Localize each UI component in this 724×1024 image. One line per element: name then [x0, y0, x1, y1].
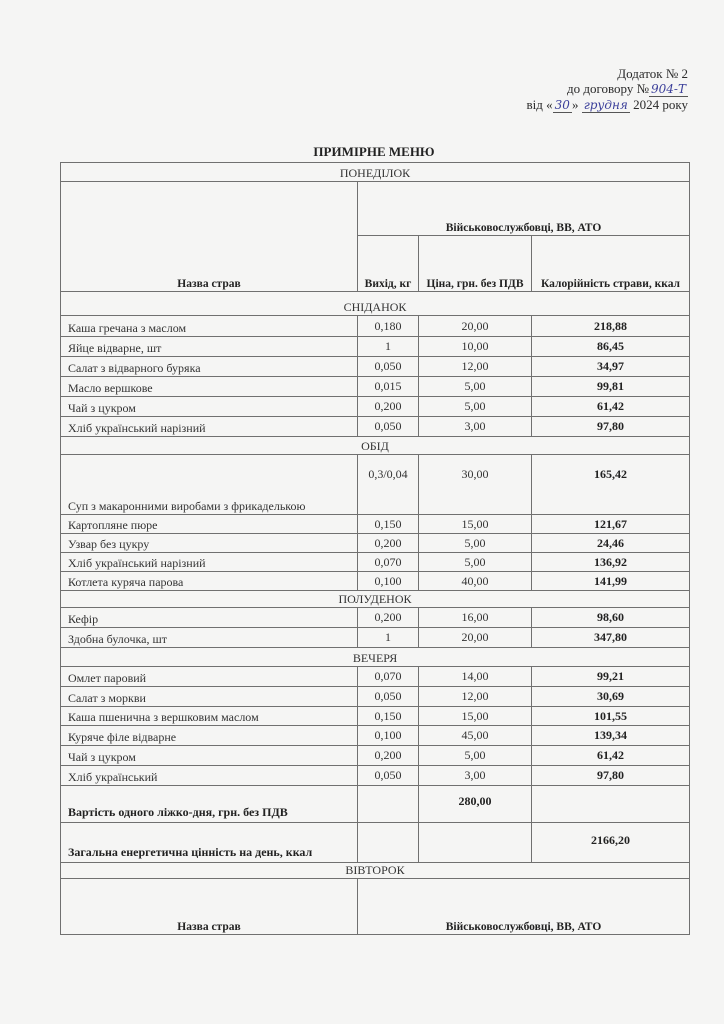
dish-kcal: 61,42 — [532, 397, 690, 417]
energy-per-day-row — [61, 823, 690, 863]
table-row — [61, 608, 690, 628]
table-row — [61, 553, 690, 572]
dish-kcal: 136,92 — [532, 553, 690, 572]
meal-label: СНІДАНОК — [61, 292, 690, 316]
dish-name: Хліб український — [61, 766, 358, 786]
table-row — [61, 667, 690, 687]
meal-row-afternoon-snack — [61, 591, 690, 608]
dish-price: 3,00 — [419, 766, 532, 786]
dish-output: 0,200 — [358, 534, 419, 553]
dish-output: 0,150 — [358, 707, 419, 726]
dish-name: Хліб український нарізний — [61, 553, 358, 572]
dish-output: 0,050 — [358, 357, 419, 377]
dish-name: Здобна булочка, шт — [61, 628, 358, 648]
dish-output: 0,100 — [358, 572, 419, 591]
dish-kcal: 24,46 — [532, 534, 690, 553]
dish-price: 12,00 — [419, 357, 532, 377]
table-row — [61, 746, 690, 766]
dish-name: Кефір — [61, 608, 358, 628]
dish-output: 0,180 — [358, 316, 419, 337]
empty-cell — [358, 823, 419, 863]
dish-kcal: 99,21 — [532, 667, 690, 687]
col-header-dish: Назва страв — [61, 182, 358, 292]
header-row — [61, 182, 690, 236]
contract-number-handwritten: 904-Т — [651, 82, 686, 96]
dish-output: 0,200 — [358, 608, 419, 628]
dish-output: 0,015 — [358, 377, 419, 397]
dish-price: 45,00 — [419, 726, 532, 746]
dish-kcal: 98,60 — [532, 608, 690, 628]
dish-name: Омлет паровий — [61, 667, 358, 687]
month-handwritten: грудня — [583, 98, 628, 112]
day-handwritten: 30 — [554, 98, 570, 112]
table-row — [61, 572, 690, 591]
dish-kcal: 347,80 — [532, 628, 690, 648]
dish-name: Чай з цукром — [61, 397, 358, 417]
table-row — [61, 316, 690, 337]
dish-price: 10,00 — [419, 337, 532, 357]
dish-price: 20,00 — [419, 316, 532, 337]
table-row — [61, 766, 690, 786]
table-row — [61, 628, 690, 648]
dish-kcal: 165,42 — [532, 455, 690, 515]
table-row — [61, 397, 690, 417]
dish-output: 0,100 — [358, 726, 419, 746]
meal-label: ПОЛУДЕНОК — [61, 591, 690, 608]
menu-table — [60, 162, 690, 935]
dish-output: 0,200 — [358, 397, 419, 417]
dish-name: Салат з відварного буряка — [61, 357, 358, 377]
dish-output: 0,3/0,04 — [358, 455, 419, 515]
header-row — [61, 879, 690, 935]
dish-name: Яйце відварне, шт — [61, 337, 358, 357]
dish-name: Картопляне пюре — [61, 515, 358, 534]
document-title: ПРИМІРНЕ МЕНЮ — [313, 144, 435, 159]
dish-price: 40,00 — [419, 572, 532, 591]
dish-price: 3,00 — [419, 417, 532, 437]
meal-label: ОБІД — [61, 437, 690, 455]
dish-price: 5,00 — [419, 377, 532, 397]
dish-output: 0,070 — [358, 553, 419, 572]
day-row-monday — [61, 163, 690, 182]
dish-output: 0,200 — [358, 746, 419, 766]
table-row — [61, 357, 690, 377]
table-row — [61, 534, 690, 553]
dish-kcal: 218,88 — [532, 316, 690, 337]
meal-row-breakfast — [61, 292, 690, 316]
dish-price: 14,00 — [419, 667, 532, 687]
col-header-price: Ціна, грн. без ПДВ — [419, 236, 532, 292]
dish-kcal: 139,34 — [532, 726, 690, 746]
annex-number: Додаток № 2 — [617, 66, 688, 81]
dish-output: 0,070 — [358, 667, 419, 687]
dish-output: 0,050 — [358, 687, 419, 707]
table-row — [61, 726, 690, 746]
dish-price: 30,00 — [419, 455, 532, 515]
dish-name: Куряче філе відварне — [61, 726, 358, 746]
dish-price: 12,00 — [419, 687, 532, 707]
dish-price: 20,00 — [419, 628, 532, 648]
day-label: ПОНЕДІЛОК — [61, 163, 690, 182]
dish-output: 1 — [358, 628, 419, 648]
table-row — [61, 455, 690, 515]
dish-output: 0,150 — [358, 515, 419, 534]
table-row — [61, 515, 690, 534]
dish-output: 0,050 — [358, 417, 419, 437]
col-header-group: Військовослужбовці, ВВ, АТО — [358, 879, 690, 935]
dish-kcal: 101,55 — [532, 707, 690, 726]
table-row — [61, 687, 690, 707]
dish-kcal: 97,80 — [532, 766, 690, 786]
cost-value: 280,00 — [419, 786, 532, 823]
dish-kcal: 34,97 — [532, 357, 690, 377]
dish-kcal: 141,99 — [532, 572, 690, 591]
table-row — [61, 707, 690, 726]
dish-name: Котлета куряча парова — [61, 572, 358, 591]
energy-value: 2166,20 — [532, 823, 690, 863]
col-header-group: Військовослужбовці, ВВ, АТО — [358, 182, 690, 236]
col-header-dish: Назва страв — [61, 879, 358, 935]
dish-price: 5,00 — [419, 746, 532, 766]
annex-header — [527, 66, 688, 113]
empty-cell — [532, 786, 690, 823]
table-row — [61, 337, 690, 357]
dish-kcal: 86,45 — [532, 337, 690, 357]
dish-output: 1 — [358, 337, 419, 357]
empty-cell — [358, 786, 419, 823]
contract-reference: до договору № 904-Т — [567, 81, 686, 96]
energy-label: Загальна енергетична цінність на день, ккал — [61, 823, 358, 863]
dish-kcal: 30,69 — [532, 687, 690, 707]
cost-label: Вартість одного ліжко-дня, грн. без ПДВ — [61, 786, 358, 823]
dish-name: Каша пшенична з вершковим маслом — [61, 707, 358, 726]
dish-output: 0,050 — [358, 766, 419, 786]
dish-price: 15,00 — [419, 707, 532, 726]
contract-date: від « 30 » грудня 2024 року — [526, 97, 688, 112]
dish-name: Суп з макаронними виробами з фрикаделькою — [61, 455, 358, 515]
cost-per-day-row — [61, 786, 690, 823]
col-header-output: Вихід, кг — [358, 236, 419, 292]
table-row — [61, 377, 690, 397]
dish-name: Хліб український нарізний — [61, 417, 358, 437]
dish-kcal: 97,80 — [532, 417, 690, 437]
empty-cell — [419, 823, 532, 863]
dish-name: Салат з моркви — [61, 687, 358, 707]
dish-name: Узвар без цукру — [61, 534, 358, 553]
dish-price: 5,00 — [419, 534, 532, 553]
dish-price: 15,00 — [419, 515, 532, 534]
dish-price: 5,00 — [419, 553, 532, 572]
dish-name: Масло вершкове — [61, 377, 358, 397]
day-label: ВІВТОРОК — [61, 863, 690, 879]
dish-name: Каша гречана з маслом — [61, 316, 358, 337]
col-header-calories: Калорійність страви, ккал — [532, 236, 690, 292]
meal-row-lunch — [61, 437, 690, 455]
dish-price: 16,00 — [419, 608, 532, 628]
meal-row-dinner — [61, 648, 690, 667]
table-row — [61, 417, 690, 437]
dish-kcal: 121,67 — [532, 515, 690, 534]
dish-price: 5,00 — [419, 397, 532, 417]
dish-kcal: 99,81 — [532, 377, 690, 397]
dish-name: Чай з цукром — [61, 746, 358, 766]
meal-label: ВЕЧЕРЯ — [61, 648, 690, 667]
dish-kcal: 61,42 — [532, 746, 690, 766]
day-row-tuesday — [61, 863, 690, 879]
